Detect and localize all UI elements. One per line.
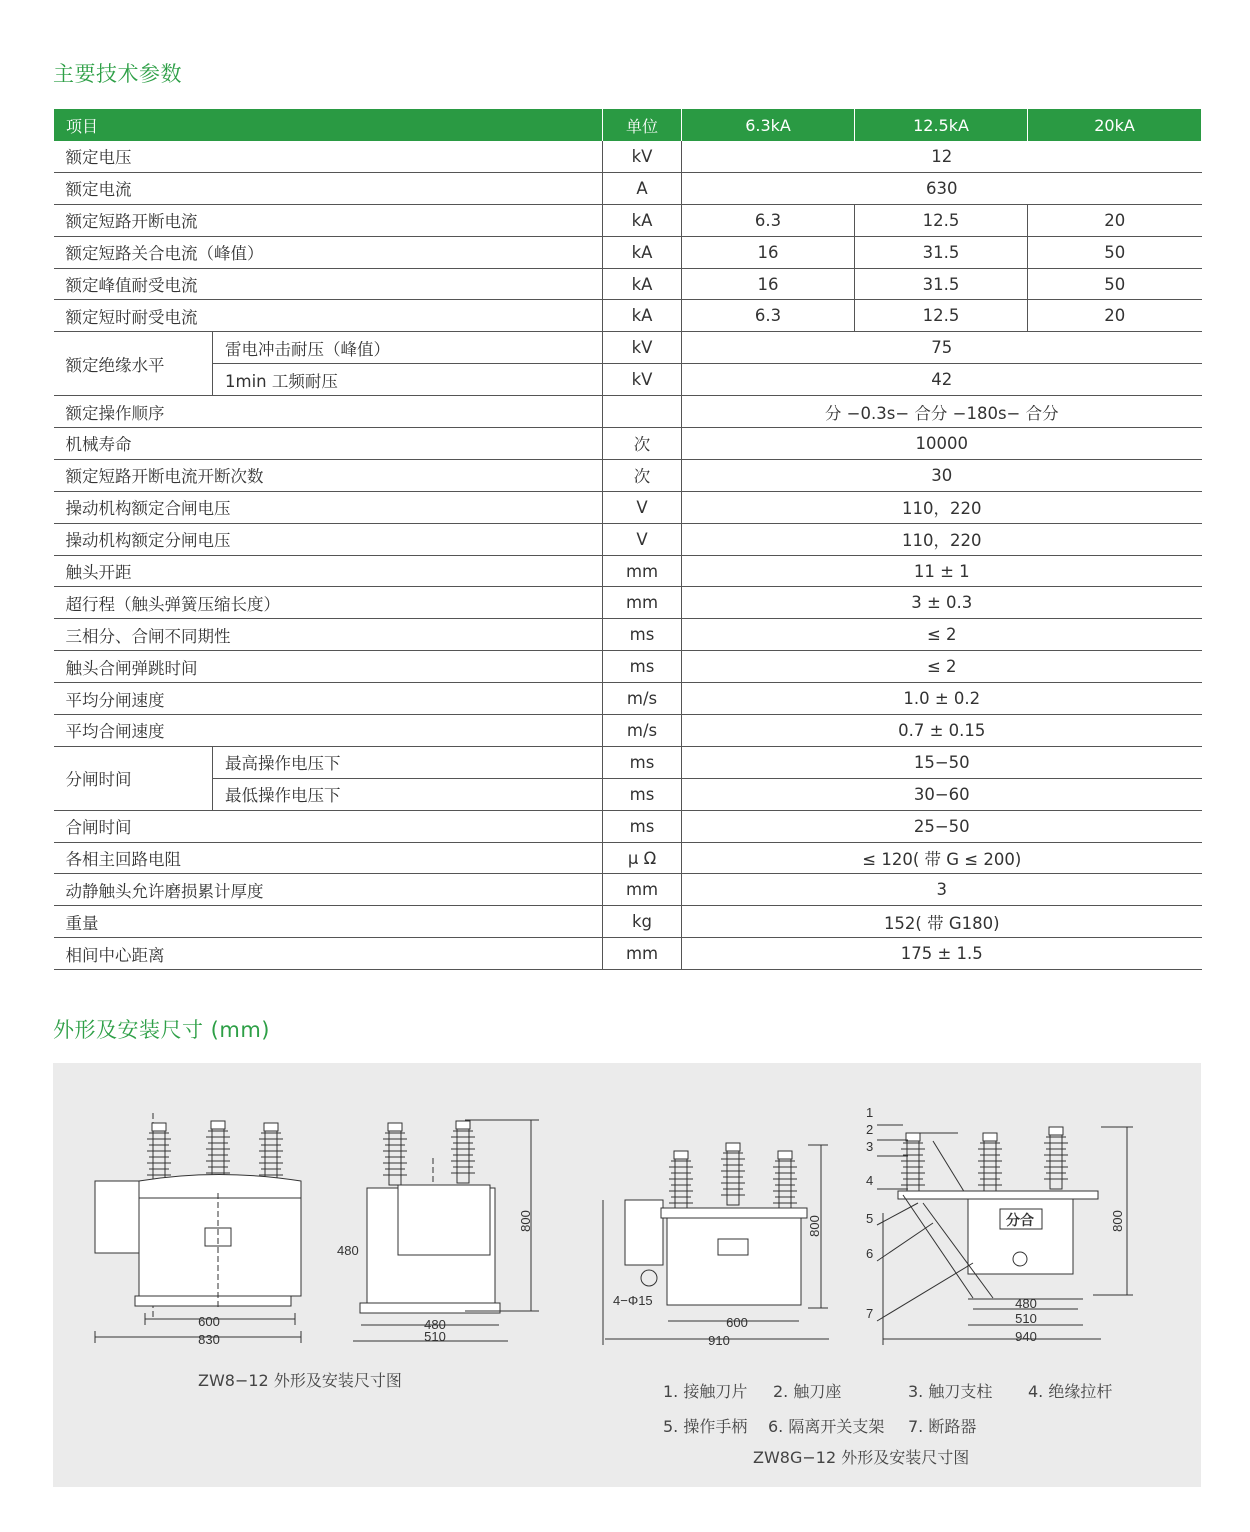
zw8g-hole: 4−Φ15 [613, 1293, 653, 1308]
row-value: 110，220 [682, 523, 1202, 555]
zw8g-dim-480: 480 [1015, 1296, 1037, 1311]
row-unit: kV [603, 141, 682, 172]
spec-table [53, 109, 1202, 970]
row-value: 75 [682, 332, 1202, 364]
row-value-12-5ka: 12.5 [855, 204, 1028, 236]
row-unit: A [603, 172, 682, 204]
zw8-front-view [95, 1113, 301, 1343]
row-unit: ms [603, 619, 682, 651]
row-unit: kA [603, 300, 682, 332]
row-unit: 次 [603, 459, 682, 491]
zw8g-dim-800-a: 800 [807, 1215, 822, 1237]
row-value-12-5ka: 12.5 [855, 300, 1028, 332]
row-item: 额定电流 [54, 172, 603, 204]
zw8g-dim-940: 940 [1015, 1329, 1037, 1344]
row-value-12-5ka: 31.5 [855, 236, 1028, 268]
callout-7: 7 [866, 1306, 874, 1321]
row-unit: ms [603, 651, 682, 683]
row-unit: kA [603, 236, 682, 268]
table-row [54, 651, 1202, 683]
row-value: 630 [682, 172, 1202, 204]
table-row [54, 141, 1202, 172]
callout-6: 6 [866, 1246, 874, 1261]
row-value: 30−60 [682, 778, 1202, 810]
row-value: ≤ 120( 带 G ≤ 200) [682, 842, 1202, 874]
row-unit [603, 396, 682, 428]
row-unit: V [603, 523, 682, 555]
row-value: ≤ 2 [682, 619, 1202, 651]
row-value-20ka: 50 [1028, 268, 1202, 300]
row-item: 各相主回路电阻 [54, 842, 603, 874]
table-row [54, 364, 1202, 396]
row-value: 175 ± 1.5 [682, 938, 1202, 970]
switch-label: 分合 [1006, 1212, 1034, 1228]
row-unit: 次 [603, 428, 682, 460]
table-row [54, 842, 1202, 874]
table-row [54, 619, 1202, 651]
zw8-dim-800: 800 [518, 1210, 533, 1232]
row-item: 额定峰值耐受电流 [54, 268, 603, 300]
table-row [54, 236, 1202, 268]
row-item: 三相分、合闸不同期性 [54, 619, 603, 651]
table-row [54, 555, 1202, 587]
zw8g-dim-910: 910 [708, 1333, 730, 1348]
row-sub-item: 雷电冲击耐压（峰值） [213, 332, 603, 364]
table-row [54, 428, 1202, 460]
table-row [54, 459, 1202, 491]
header-unit: 单位 [603, 109, 682, 141]
table-row [54, 268, 1202, 300]
header-6-3ka: 6.3kA [682, 109, 855, 141]
zw8g-dim-800-b: 800 [1110, 1210, 1125, 1232]
zw8-side-view [353, 1120, 539, 1341]
legend-1: 1. 接触刀片 [663, 1382, 748, 1401]
zw8-dim-830: 830 [198, 1332, 220, 1347]
callout-1: 1 [866, 1105, 874, 1120]
row-sub-item: 最高操作电压下 [213, 746, 603, 778]
row-value-12-5ka: 31.5 [855, 268, 1028, 300]
legend-6: 6. 隔离开关支架 [768, 1417, 885, 1436]
row-value: ≤ 2 [682, 651, 1202, 683]
row-item: 机械寿命 [54, 428, 603, 460]
row-value: 1.0 ± 0.2 [682, 683, 1202, 715]
table-row [54, 874, 1202, 906]
row-unit: ms [603, 746, 682, 778]
row-value: 15−50 [682, 746, 1202, 778]
row-value: 152( 带 G180) [682, 906, 1202, 938]
row-value-20ka: 20 [1028, 300, 1202, 332]
section-title-dimensions: 外形及安装尺寸 (mm) [53, 1018, 270, 1042]
row-value: 11 ± 1 [682, 555, 1202, 587]
row-unit: m/s [603, 715, 682, 747]
row-item: 平均合闸速度 [54, 715, 603, 747]
row-item: 触头开距 [54, 555, 603, 587]
callout-5: 5 [866, 1211, 874, 1226]
row-unit: kA [603, 268, 682, 300]
row-value: 10000 [682, 428, 1202, 460]
table-row [54, 683, 1202, 715]
row-value: 3 [682, 874, 1202, 906]
legend-4: 4. 绝缘拉杆 [1028, 1382, 1113, 1401]
header-20ka: 20kA [1028, 109, 1202, 141]
callout-2: 2 [866, 1122, 874, 1137]
table-row [54, 587, 1202, 619]
zw8-caption: ZW8−12 外形及安装尺寸图 [198, 1371, 402, 1390]
row-value-20ka: 50 [1028, 236, 1202, 268]
row-value: 25−50 [682, 810, 1202, 842]
table-row [54, 300, 1202, 332]
row-unit: kV [603, 332, 682, 364]
row-item: 相间中心距离 [54, 938, 603, 970]
row-item: 合闸时间 [54, 810, 603, 842]
table-row [54, 172, 1202, 204]
table-row [54, 938, 1202, 970]
section-title-specs: 主要技术参数 [53, 62, 182, 86]
row-item: 超行程（触头弹簧压缩长度） [54, 587, 603, 619]
dimension-drawings-panel [53, 1063, 1201, 1487]
table-row [54, 523, 1202, 555]
row-unit: ms [603, 778, 682, 810]
row-unit: kV [603, 364, 682, 396]
table-row [54, 491, 1202, 523]
row-item: 操动机构额定合闸电压 [54, 491, 603, 523]
row-value: 12 [682, 141, 1202, 172]
zw8-dim-600: 600 [198, 1314, 220, 1329]
row-value-6-3ka: 6.3 [682, 300, 855, 332]
zw8g-dim-600: 600 [726, 1315, 748, 1330]
row-item: 操动机构额定分闸电压 [54, 523, 603, 555]
row-unit: mm [603, 587, 682, 619]
row-item: 动静触头允许磨损累计厚度 [54, 874, 603, 906]
zw8-dim-480: 480 [424, 1317, 446, 1332]
row-item: 额定操作顺序 [54, 396, 603, 428]
row-value: 42 [682, 364, 1202, 396]
row-unit: m/s [603, 683, 682, 715]
row-group: 分闸时间 [54, 746, 213, 810]
row-value: 0.7 ± 0.15 [682, 715, 1202, 747]
legend-5: 5. 操作手柄 [663, 1417, 748, 1436]
zw8g-dim-510: 510 [1015, 1311, 1037, 1326]
zw8g-caption: ZW8G−12 外形及安装尺寸图 [753, 1448, 970, 1467]
legend-7: 7. 断路器 [908, 1417, 977, 1436]
row-unit: kg [603, 906, 682, 938]
row-value: 分 −0.3s− 合分 −180s− 合分 [682, 396, 1202, 428]
zw8g-front-view [603, 1143, 829, 1345]
table-row [54, 204, 1202, 236]
row-unit: μ Ω [603, 842, 682, 874]
row-item: 触头合闸弹跳时间 [54, 651, 603, 683]
row-value: 30 [682, 459, 1202, 491]
row-unit: kA [603, 204, 682, 236]
legend-3: 3. 触刀支柱 [908, 1382, 993, 1401]
callout-4: 4 [866, 1173, 874, 1188]
table-row [54, 906, 1202, 938]
row-unit: ms [603, 810, 682, 842]
table-header-row [54, 109, 1202, 141]
row-item: 平均分闸速度 [54, 683, 603, 715]
table-row [54, 746, 1202, 778]
zw8-dim-480-label: 480 [337, 1243, 359, 1258]
row-item: 额定电压 [54, 141, 603, 172]
header-item: 项目 [54, 109, 603, 141]
dimension-drawings-svg [53, 1063, 1201, 1487]
table-row [54, 332, 1202, 364]
row-item: 额定短路开断电流 [54, 204, 603, 236]
legend-2: 2. 触刀座 [773, 1382, 842, 1401]
row-sub-item: 最低操作电压下 [213, 778, 603, 810]
row-value: 3 ± 0.3 [682, 587, 1202, 619]
row-value-6-3ka: 6.3 [682, 204, 855, 236]
row-value-6-3ka: 16 [682, 268, 855, 300]
header-12-5ka: 12.5kA [855, 109, 1028, 141]
row-value: 110，220 [682, 491, 1202, 523]
row-value-6-3ka: 16 [682, 236, 855, 268]
table-row [54, 396, 1202, 428]
row-unit: V [603, 491, 682, 523]
row-item: 额定短时耐受电流 [54, 300, 603, 332]
callout-3: 3 [866, 1139, 874, 1154]
table-row [54, 778, 1202, 810]
table-row [54, 810, 1202, 842]
row-item: 重量 [54, 906, 603, 938]
zw8-dim-510: 510 [424, 1329, 446, 1344]
table-row [54, 715, 1202, 747]
row-item: 额定短路开断电流开断次数 [54, 459, 603, 491]
row-unit: mm [603, 938, 682, 970]
row-group: 额定绝缘水平 [54, 332, 213, 396]
row-sub-item: 1min 工频耐压 [213, 364, 603, 396]
row-value-20ka: 20 [1028, 204, 1202, 236]
zw8g-side-view [877, 1125, 1133, 1345]
row-item: 额定短路关合电流（峰值） [54, 236, 603, 268]
row-unit: mm [603, 555, 682, 587]
row-unit: mm [603, 874, 682, 906]
